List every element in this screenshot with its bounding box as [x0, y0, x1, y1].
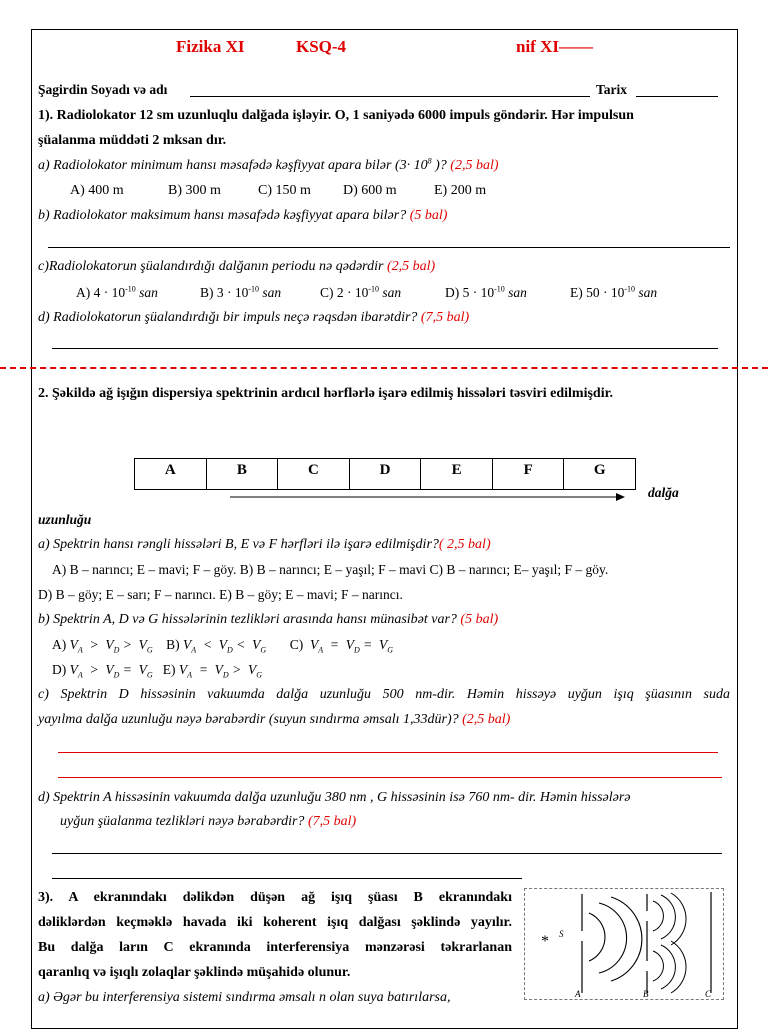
class-title: nif XI——: [516, 37, 593, 56]
q1a-option-c[interactable]: C) 150 m: [258, 183, 311, 198]
q1c-option-d[interactable]: D) $5 \cdot 10^{-10}$ san: [445, 284, 527, 300]
q2d-question-line2: uyğun şüalanma tezlikləri nəyə bərabərdir? (7,5 bal): [60, 814, 357, 829]
student-name-label: Şagirdin Soyadı və adı: [38, 82, 168, 97]
subject-title: Fizika XI: [176, 37, 245, 56]
q1a-question: a) Radiolokator minimum hansı məsafədə kəşfiyyat apara bilər ($3\cdot 10^8$ )? (2,5 bal): [38, 156, 499, 173]
spectrum-bar: [134, 458, 636, 490]
q2b-options-line2[interactable]: D) $V_A > V_D = V_G$ E) $V_A = V_D > V_G$: [52, 662, 262, 680]
q1c-question: c)Radiolokatorun şüalandırdığı dalğanın periodu nə qədərdir (2,5 bal): [38, 259, 436, 274]
q1c-option-a[interactable]: A) $4 \cdot 10^{-10}$ san: [76, 284, 158, 300]
spectrum-cell-e: E: [421, 459, 493, 489]
svg-text:*: *: [541, 933, 549, 950]
q1b-question: b) Radiolokator maksimum hansı məsafədə kəşfiyyat apara bilər? (5 bal): [38, 208, 448, 223]
q3a-question: a) Əgər bu interferensiya sistemi sındırma əmsalı n olan suya batırılarsa,: [38, 990, 451, 1005]
q3-text-line4: qaranlıq və işıqlı zolaqlar şəklində müşahidə olunur.: [38, 965, 351, 980]
q3-text-line2: dəliklərdən keçməklə havada iki koherent işıq dalğası şəklində yayılır.: [38, 915, 512, 930]
date-field[interactable]: [636, 96, 718, 97]
q1-text-line2: şüalanma müddəti 2 mksan dır.: [38, 133, 227, 148]
spectrum-cell-b: B: [207, 459, 279, 489]
q2b-options-line1[interactable]: A) $V_A > V_D > V_G$ B) $V_A < V_D < V_G$ C) $V_A = V_D = V_G$: [52, 637, 394, 655]
section-divider: [0, 367, 768, 369]
date-label: Tarix: [596, 82, 628, 97]
q2c-question-line1: c) Spektrin D hissəsinin vakuumda dalğa uzunluğu 500 nm-dir. Həmin hissəyə uyğun işıq şüasının suda: [38, 687, 730, 702]
worksheet-frame: [31, 29, 738, 1029]
student-name-field[interactable]: [190, 96, 590, 97]
figure-label-source: S: [559, 929, 564, 939]
q1d-question: d) Radiolokatorun şüalandırdığı bir impuls neçə rəqsdən ibarətdir? (7,5 bal): [38, 310, 470, 325]
q1-text-line1: 1). Radiolokator 12 sm uzunluqlu dalğada işləyir. O, 1 saniyədə 6000 impuls göndərir. Hər impulsun: [38, 108, 634, 123]
axis-label-wave: dalğa: [648, 485, 679, 500]
q1c-option-c[interactable]: C) $2 \cdot 10^{-10}$ san: [320, 284, 402, 300]
q2c-answer-line-1[interactable]: [58, 752, 718, 753]
spectrum-cell-d: D: [350, 459, 422, 489]
spectrum-cell-f: F: [493, 459, 565, 489]
q2a-options-line2[interactable]: D) B – göy; E – sarı; F – narıncı. E) B – göy; E – mavi; F – narıncı.: [38, 587, 403, 602]
test-title: KSQ-4: [296, 37, 347, 56]
q1a-option-d[interactable]: D) 600 m: [343, 183, 397, 198]
q2d-answer-line-1[interactable]: [52, 853, 722, 854]
q3-text-line1: 3). A ekranındakı dəlikdən düşən ağ işıq şüası B ekranındakı: [38, 890, 512, 905]
q1a-option-a[interactable]: A) 400 m: [70, 183, 124, 198]
q1a-option-b[interactable]: B) 300 m: [168, 183, 221, 198]
interference-diagram-icon: [525, 889, 723, 999]
q2d-question-line1: d) Spektrin A hissəsinin vakuumda dalğa uzunluğu 380 nm , G hissəsinin isə 760 nm- dir. Həmin hissələrə: [38, 790, 631, 805]
q2b-question: b) Spektrin A, D və G hissələrinin tezlikləri arasında hansı münasibət var? (5 bal): [38, 612, 499, 627]
figure-label-b: B: [643, 989, 649, 999]
q2d-answer-line-2[interactable]: [52, 878, 522, 879]
spectrum-cell-c: C: [278, 459, 350, 489]
q1d-answer-line[interactable]: [52, 348, 718, 349]
spectrum-cell-g: G: [593, 462, 606, 478]
q1b-answer-line[interactable]: [48, 247, 730, 248]
q2c-answer-line-2[interactable]: [58, 777, 722, 778]
q1c-option-b[interactable]: B) $3 \cdot 10^{-10}$ san: [200, 284, 282, 300]
spectrum-cell-a: A: [135, 459, 207, 489]
q2c-question-line2: yayılma dalğa uzunluğu nəyə bərabərdir (suyun sındırma əmsalı 1,33dür)? (2,5 bal): [38, 712, 511, 727]
axis-label-length: uzunluğu: [38, 512, 92, 527]
q2a-options-line1[interactable]: A) B – narıncı; E – mavi; F – göy. B) B – narıncı; E – yaşıl; F – mavi C) B – narıncı; E– yaşıl; F – göy.: [52, 562, 609, 577]
q2a-question: a) Spektrin hansı rəngli hissələri B, E və F hərfləri ilə işarə edilmişdir?( 2,5 bal): [38, 537, 491, 552]
figure-label-c: C: [705, 989, 712, 999]
q2-title: 2. Şəkildə ağ işığın dispersiya spektrinin ardıcıl hərflərlə işarə edilmiş hissələri təsviri edilmişdir.: [38, 386, 614, 401]
q1c-option-e[interactable]: E) $50 \cdot 10^{-10}$ san: [570, 284, 658, 300]
figure-label-a: A: [575, 989, 581, 999]
interference-figure: [524, 888, 724, 1000]
q3-text-line3: Bu dalğa ların C ekranında interferensiya mənzərəsi təkrarlanan: [38, 940, 512, 955]
wavelength-arrow-icon: [230, 491, 626, 503]
q1a-option-e[interactable]: E) 200 m: [434, 183, 487, 198]
